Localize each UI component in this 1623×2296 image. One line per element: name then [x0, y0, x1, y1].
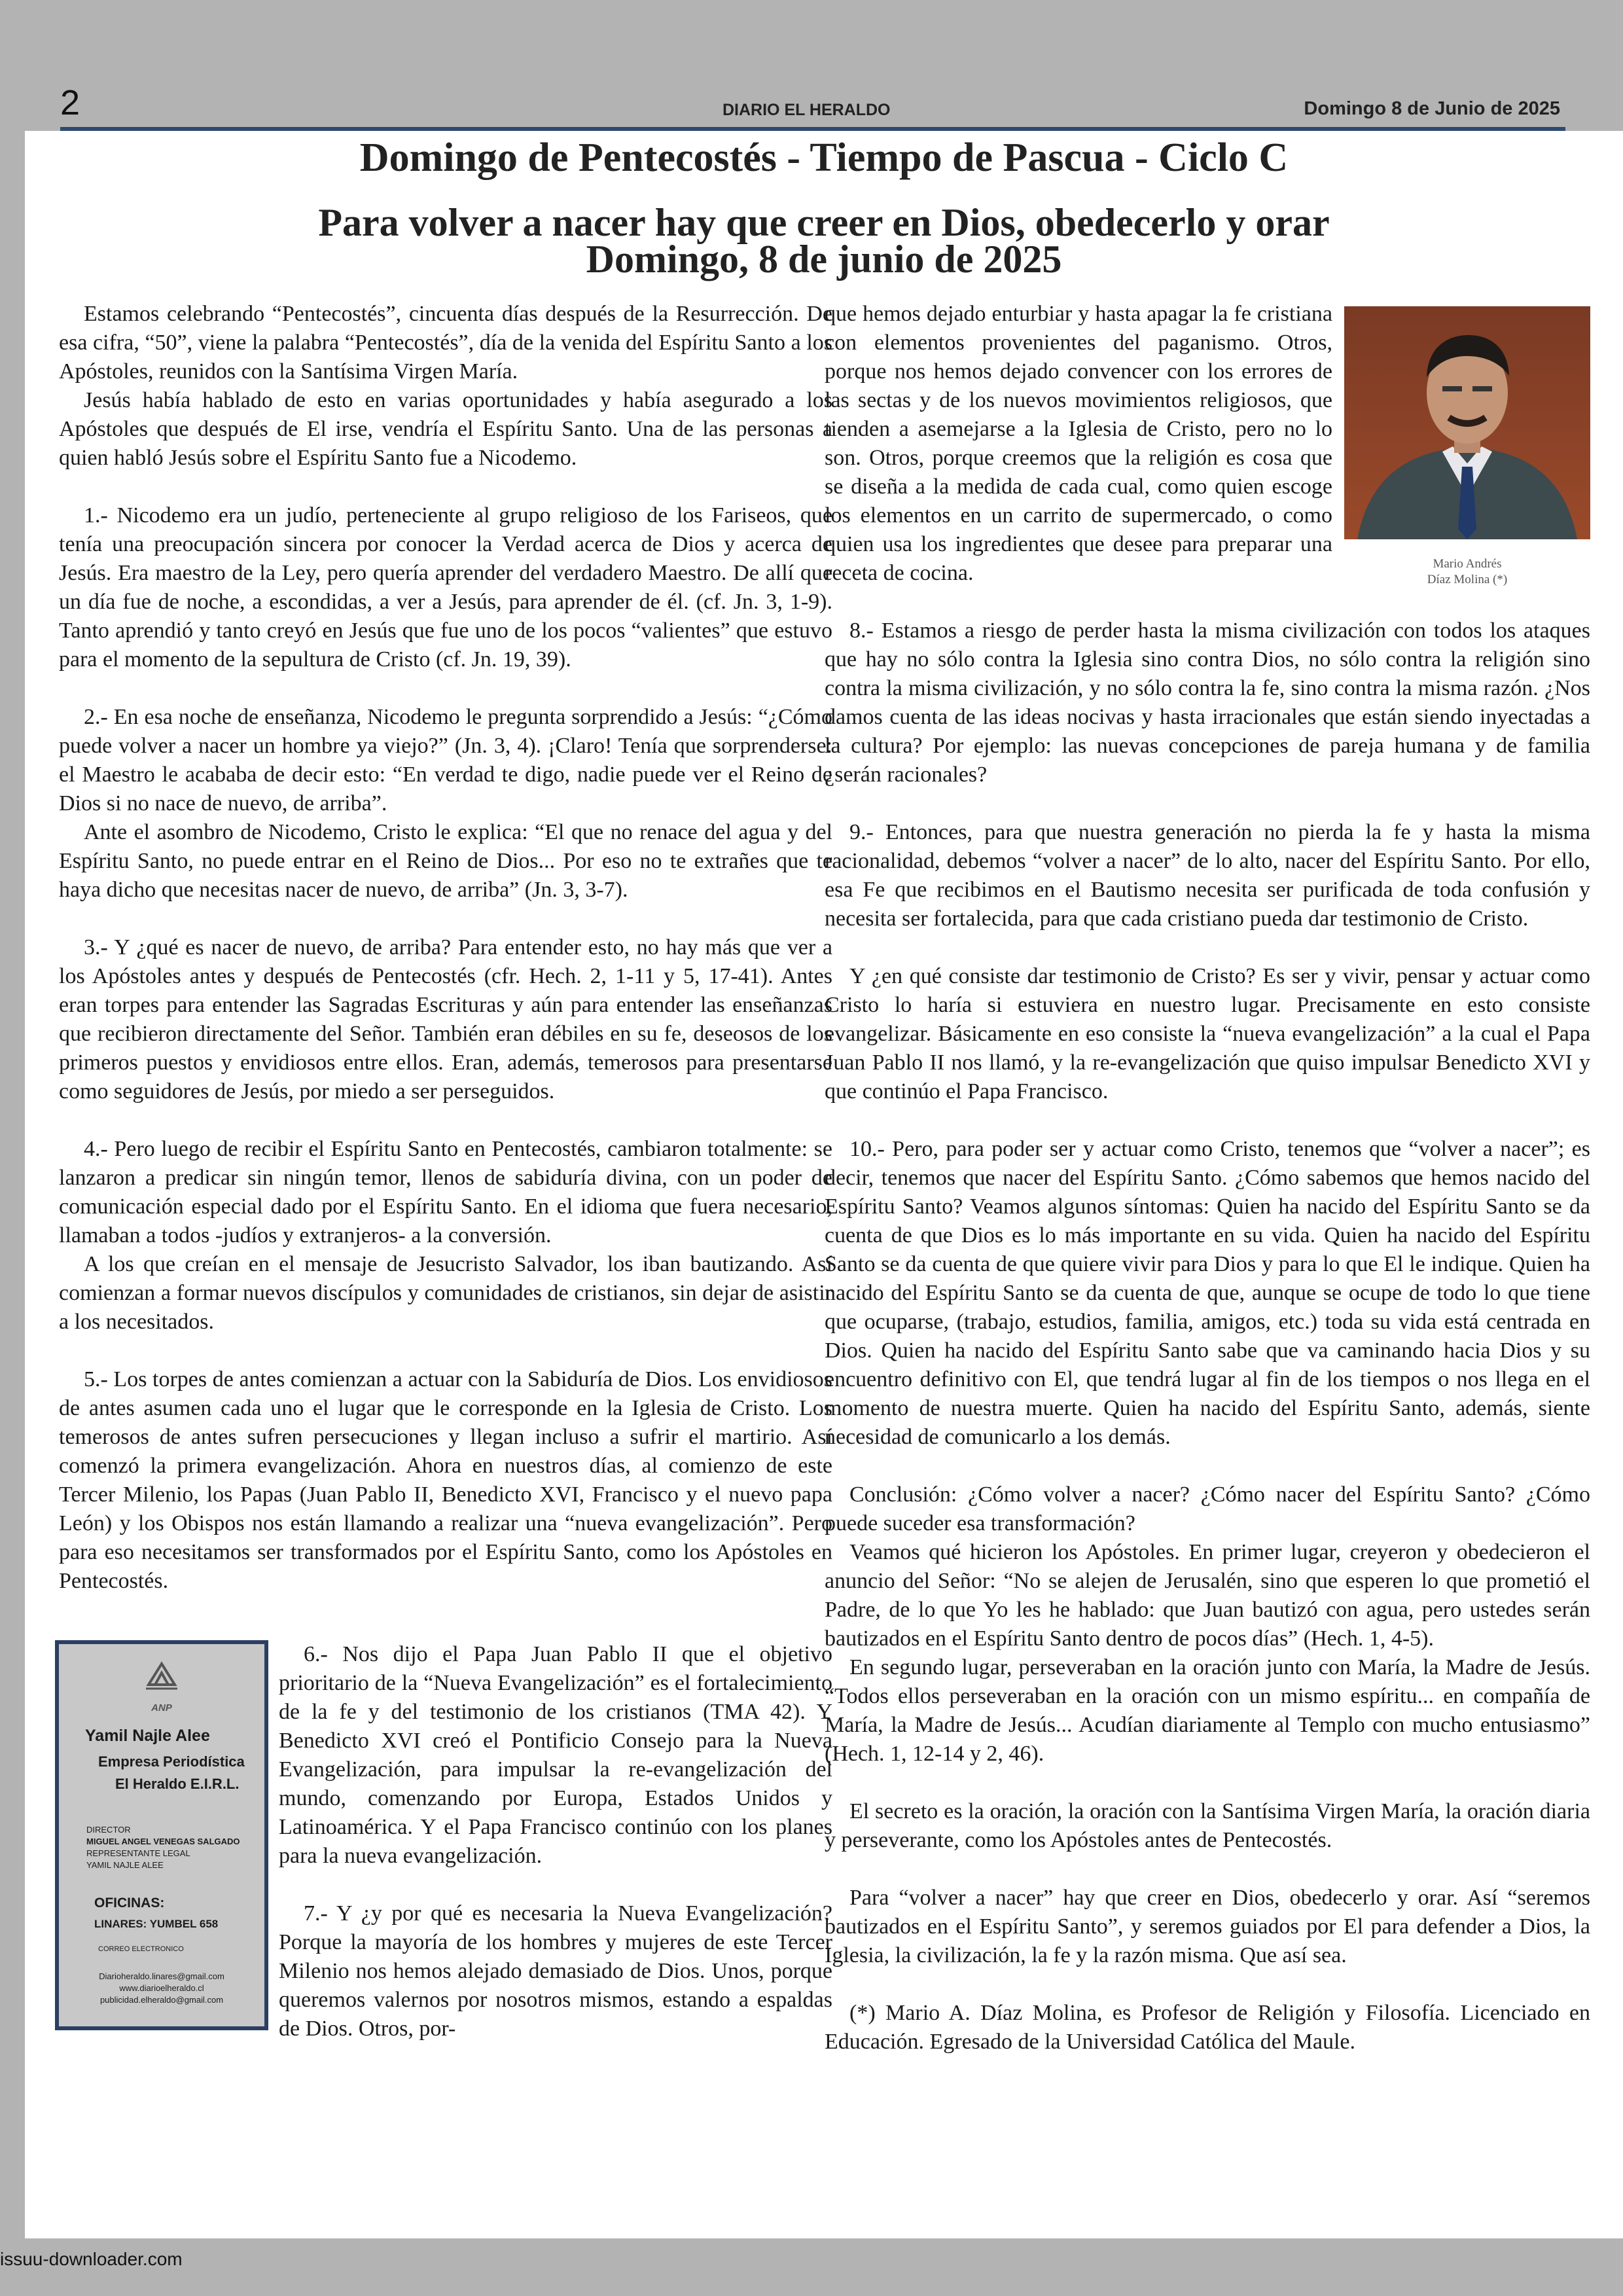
issue-date: Domingo 8 de Junio de 2025 — [1304, 98, 1560, 119]
paragraph: 2.- En esa noche de enseñanza, Nicodemo le pregunta sorprendido a Jesús: “¿Cómo puede volver a nacer un hombre ya viejo?” (Jn. 3, 4). ¡Claro! Tenía que sorprenderse: el Maestro le acababa de decir esto: “En verdad te digo, nadie puede ver el Reino de Dios si no nace de nuevo, de arriba”. — [59, 705, 832, 816]
masthead-box — [55, 1640, 268, 2030]
author-note: (*) Mario A. Díaz Molina, es Profesor de Religión y Filosofía. Licenciado en Educación. Egresado de la Universidad Católica del Maule. — [825, 2001, 1590, 2054]
newspaper-name: DIARIO EL HERALDO — [722, 101, 891, 119]
paragraph: 4.- Pero luego de recibir el Espíritu Santo en Pentecostés, cambiaron totalmente: se lanzaron a predicar sin ningún temor, llenos de sabiduría divina, con un poder de comunicación especial dado por el Espíritu Santo. En el idioma que fuera necesario, llamaban a todos -judíos y extranjeros- a la conversión. — [59, 1137, 832, 1247]
article-headline: Para volver a nacer hay que creer en Dios, obedecerlo y orar — [318, 201, 1330, 244]
website-link[interactable]: www.diarioelheraldo.cl — [119, 1983, 204, 1993]
page-header — [60, 77, 1565, 131]
paragraph: Conclusión: ¿Cómo volver a nacer? ¿Cómo nacer del Espíritu Santo? ¿Cómo puede suceder esa transformación? — [825, 1482, 1590, 1535]
company-line1: Empresa Periodística — [98, 1753, 245, 1770]
legal-name: YAMIL NAJLE ALEE — [86, 1860, 164, 1870]
left-column — [59, 300, 832, 2043]
article-page — [25, 131, 1623, 2238]
article-subheadline: Domingo, 8 de junio de 2025 — [586, 238, 1062, 281]
director-name: MIGUEL ANGEL VENEGAS SALGADO — [86, 1837, 240, 1846]
email-link[interactable]: Diarioheraldo.linares@gmail.com — [99, 1971, 224, 1981]
article-kicker: Domingo de Pentecostés - Tiempo de Pascua - Ciclo C — [359, 135, 1289, 180]
anp-logo-icon — [142, 1659, 181, 1693]
caption-line: Mario Andrés — [1433, 557, 1502, 571]
paragraph: 1.- Nicodemo era un judío, perteneciente al grupo religioso de los Fariseos, que tenía una preocupación sincera por conocer la Verdad acerca de Dios y acerca de Jesús. Era maestro de la Ley, pero quería aprender del verdadero Maestro. De allí que un día fue de noche, a escondidas, a ver a Jesús, para aprender de él. (cf. Jn. 3, 1-9). Tanto aprendió y tanto creyó en Jesús que fue uno de los pocos “valientes” que estuvo para el momento de la sepultura de Cristo (cf. Jn. 19, 39). — [59, 503, 832, 672]
paragraph: A los que creían en el mensaje de Jesucristo Salvador, los iban bautizando. Así comienzan a formar nuevos discípulos y comunidades de cristianos, sin dejar de asistir a los necesitados. — [59, 1252, 832, 1334]
paragraph: Para “volver a nacer” hay que creer en Dios, obedecerlo y orar. Así “seremos bautizados en el Espíritu Santo”, y seremos guiados por El para defender a Dios, la Iglesia, la civilización, la fe y la razón misma. Que así sea. — [825, 1886, 1590, 1967]
email-label: CORREO ELECTRONICO — [98, 1945, 184, 1953]
paragraph: 5.- Los torpes de antes comienzan a actuar con la Sabiduría de Dios. Los envidiosos de antes asumen cada uno el lugar que le corresponde en la Iglesia de Cristo. Los temerosos de antes sufren persecuciones y llegan incluso a sufrir el martirio. Así comenzó la primera evangelización. Ahora en nuestros días, al comienzo de este Tercer Milenio, los Papas (Juan Pablo II, Benedicto XVI, Francisco y el nuevo papa León) y los Obispos nos están llamando a realizar una “nueva evangelización”. Pero para eso necesitamos ser transformados por el Espíritu Santo, como los Apóstoles en Pentecostés. — [59, 1367, 832, 1593]
right-column — [825, 300, 1590, 2056]
paragraph: 6.- Nos dijo el Papa Juan Pablo II que el objetivo prioritario de la “Nueva Evangelización” es el fortalecimiento de la fe y del testimonio de los cristianos (TMA 42). Y Benedicto XVI creó el Pontificio Consejo para la Nueva Evangelización, para impulsar la re-evangelización del mundo, comenzando por Europa, Estados Unidos y Latinoamérica. Y el Papa Francisco continúo con los planes para la nueva evangelización. — [279, 1642, 832, 1868]
paragraph: Estamos celebrando “Pentecostés”, cincuenta días después de la Resurrección. De esa cifra, “50”, viene la palabra “Pentecostés”, día de la venida del Espíritu Santo a los Apóstoles, reunidos con la Santísima Virgen María. — [59, 302, 832, 384]
paragraph: 7.- Y ¿y por qué es necesaria la Nueva Evangelización? Porque la mayoría de los hombres y mujeres de este Tercer Milenio nos hemos alejado demasiado de Dios. Unos, porque queremos valernos por nosotros mismos, estando a espaldas de Dios. Otros, por- — [279, 1901, 832, 2041]
paragraph: 10.- Pero, para poder ser y actuar como Cristo, tenemos que “volver a nacer”; es decir, tenemos que nacer del Espíritu Santo. ¿Cómo sabemos que hemos nacido del Espíritu Santo? Veamos algunos síntomas: Quien ha nacido del Espíritu Santo se da cuenta de que Dios es lo más importante en su vida. Quien ha nacido del Espíritu Santo se da cuenta de que quiere vivir para Dios y para lo que El le indique. Quien ha nacido del Espíritu Santo se da cuenta de que, aunque se ocupe de todo lo que tiene que ocuparse, (trabajo, estudios, familia, amigos, etc.) toda su vida está centrada en Dios. Quien ha nacido del Espíritu Santo sabe que va caminando hacia Dios y su encuentro definitivo con El, que tendrá lugar al fin de los tiempos o nos llega en el momento de nuestra muerte. Quien ha nacido del Espíritu Santo, además, siente necesidad de comunicarlo a los demás. — [825, 1137, 1590, 1449]
author-portrait — [1344, 306, 1590, 539]
paragraph: Veamos qué hicieron los Apóstoles. En primer lugar, creyeron y obedecieron el anuncio del Señor: “No se alejen de Jerusalén, sino que esperen lo que prometió el Padre, de lo que Yo les he hablado: que Juan bautizó con agua, pero ustedes serán bautizados en el Espíritu Santo dentro de pocos días” (Hech. 1, 4-5). — [825, 1540, 1590, 1651]
paragraph: 8.- Estamos a riesgo de perder hasta la misma civilización con todos los ataques que hay no sólo contra la Iglesia sino contra Dios, no sólo contra la religión sino contra la misma civilización, y no sólo contra la fe, sino contra la misma razón. ¿Nos damos cuenta de las ideas nocivas y hasta irracionales que están siendo inyectadas a la cultura? Por ejemplo: las nuevas concepciones de pareja humana y de familia ¿serán racionales? — [825, 619, 1590, 787]
offices-label: OFICINAS: — [94, 1895, 165, 1910]
paragraph: En segundo lugar, perseveraban en la oración junto con María, la Madre de Jesús. “Todos ellos perseveraban en la oración con un mismo espíritu... en compañía de María, la Madre de Jesús... Acudían diariamente al Templo con mucho entusiasmo” (Hech. 1, 12-14 y 2, 46). — [825, 1655, 1590, 1766]
footer-watermark: issuu-downloader.com — [0, 2249, 183, 2269]
logo-text: ANP — [151, 1702, 172, 1713]
legal-label: REPRESENTANTE LEGAL — [86, 1848, 190, 1858]
caption-line: Díaz Molina (*) — [1427, 573, 1508, 586]
page-number: 2 — [60, 83, 80, 122]
paragraph: Jesús había hablado de esto en varias oportunidades y había asegurado a los Apóstoles que después de El irse, vendría el Espíritu Santo. Una de las personas a quien habló Jesús sobre el Espíritu Santo fue a Nicodemo. — [59, 388, 832, 470]
company-line2: El Heraldo E.I.R.L. — [115, 1776, 240, 1792]
author-photo — [1344, 306, 1590, 588]
paragraph: Ante el asombro de Nicodemo, Cristo le explica: “El que no renace del agua y del Espíritu Santo, no puede entrar en el Reino de Dios... Por eso no te extrañes que te haya dicho que necesitas nacer de nuevo, de arriba” (Jn. 3, 3-7). — [59, 820, 832, 902]
advertising-email-link[interactable]: publicidad.elheraldo@gmail.com — [99, 1995, 224, 2005]
photo-caption — [1344, 556, 1590, 588]
owner-name: Yamil Najle Alee — [85, 1727, 210, 1745]
paragraph: 3.- Y ¿qué es nacer de nuevo, de arriba? Para entender esto, no hay más que ver a los Apóstoles antes y después de Pentecostés (cfr. Hech. 2, 1-11 y 5, 17-41). Antes eran torpes para entender las Sagradas Escrituras y aún para entender las enseñanzas que recibieron directamente del Señor. También eran débiles en su fe, deseosos de los primeros puestos y envidiosos entre ellos. Eran, además, temerosos para presentarse como seguidores de Jesús, por miedo a ser perseguidos. — [59, 935, 832, 1103]
offices-value: LINARES: YUMBEL 658 — [94, 1918, 219, 1930]
paragraph: Y ¿en qué consiste dar testimonio de Cristo? Es ser y vivir, pensar y actuar como Cristo lo haría si estuviera en nuestro lugar. Precisamente en esto consiste evangelizar. Básicamente en eso consiste la “nueva evangelización” a la cual el Papa Juan Pablo II nos llamó, y la re-evangelización que quiso impulsar Benedicto XVI y que continúo el Papa Francisco. — [825, 964, 1590, 1103]
paragraph: 9.- Entonces, para que nuestra generación no pierda la fe y hasta la misma racionalidad, debemos “volver a nacer” de lo alto, nacer del Espíritu Santo. Por ello, esa Fe que recibimos en el Bautismo necesita ser purificada de toda confusión y necesita ser fortalecida, para que cada cristiano pueda dar testimonio de Cristo. — [825, 820, 1590, 931]
paragraph: El secreto es la oración, la oración con la Santísima Virgen María, la oración diaria y perseverante, como los Apóstoles antes de Pentecostés. — [825, 1799, 1590, 1852]
director-label: DIRECTOR — [86, 1825, 131, 1835]
paragraph: que hemos dejado enturbiar y hasta apagar la fe cristiana con elementos provenientes del paganismo. Otros, porque nos hemos dejado convencer con los errores de las sectas y de los nuevos movimientos religiosos, que tienden a asemejarse a la Iglesia de Cristo, pero no lo son. Otros, porque creemos que la religión es cosa que se diseña a la medida de cada cual, como quien escoge los elementos en un carrito de supermercado, o como quien usa los ingredientes que desee para preparar una receta de cocina. — [825, 302, 1332, 585]
